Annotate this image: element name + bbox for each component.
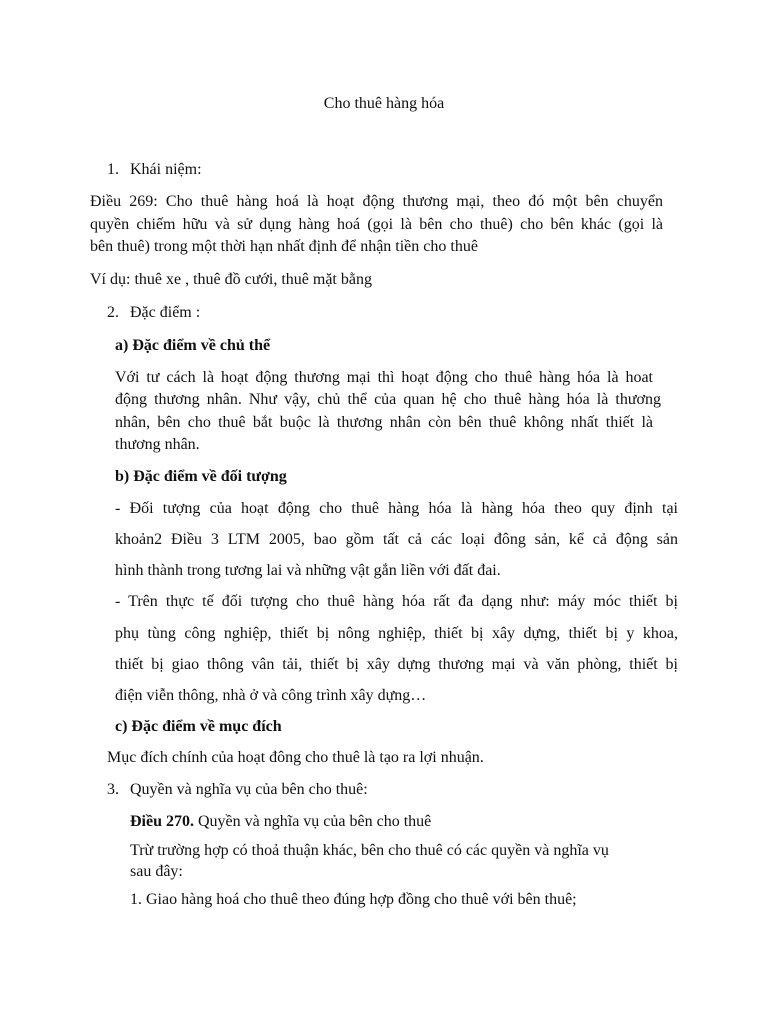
subsection-b-line: phụ tùng công nghiệp, thiết bị nông nghiệp, thiết bị xây dựng, thiết bị y khoa, xyxy=(115,625,678,642)
section-2-number: 2. xyxy=(107,304,119,321)
article-270-title: Quyền và nghĩa vụ của bên cho thuê xyxy=(194,813,432,830)
article-269-line: bên thuê) trong một thời hạn nhất định để nhận tiền cho thuê xyxy=(90,238,478,255)
subsection-c-heading: c) Đặc điểm về mục đích xyxy=(115,718,282,735)
article-269-line: quyền chiếm hữu và sử dụng hàng hoá (gọi là bên cho thuê) cho bên khác (gọi là xyxy=(90,216,663,233)
section-3-heading: Quyền và nghĩa vụ của bên cho thuê: xyxy=(130,781,368,798)
article-270-intro-line: sau đây: xyxy=(130,863,183,880)
article-270-number: Điều 270. xyxy=(130,813,194,830)
article-270-item-1: 1. Giao hàng hoá cho thuê theo đúng hợp đồng cho thuê với bên thuê; xyxy=(130,891,577,908)
document-title: Cho thuê hàng hóa xyxy=(323,95,445,112)
subsection-a-line: nhân, bên cho thuê bắt buộc là thương nhân còn bên thuê không nhất thiết là xyxy=(115,414,653,431)
subsection-b-line: hình thành trong tương lai và những vật gắn liền với đất đai. xyxy=(115,562,501,579)
subsection-b-line: thiết bị giao thông vân tải, thiết bị xây dựng thương mại và văn phòng, thiết bị xyxy=(115,656,678,673)
subsection-b-line: - Đối tượng của hoạt động cho thuê hàng hóa là hàng hóa theo quy định tại xyxy=(115,500,678,517)
section-3-number: 3. xyxy=(107,781,119,798)
article-270-heading xyxy=(130,812,431,832)
article-270-intro-line: Trừ trường hợp có thoả thuận khác, bên cho thuê có các quyền và nghĩa vụ xyxy=(130,842,609,859)
article-269-line: Điều 269: Cho thuê hàng hoá là hoạt động thương mại, theo đó một bên chuyển xyxy=(90,193,663,210)
subsection-b-line: điện viễn thông, nhà ở và công trình xây dựng… xyxy=(115,687,427,704)
subsection-c-text: Mục đích chính của hoạt đông cho thuê là tạo ra lợi nhuận. xyxy=(107,749,484,766)
subsection-a-heading: a) Đặc điểm về chủ thể xyxy=(115,337,271,354)
subsection-b-heading: b) Đặc điểm về đối tượng xyxy=(115,468,287,485)
subsection-a-line: Với tư cách là hoạt động thương mại thì hoạt động cho thuê hàng hóa là hoat xyxy=(115,369,653,386)
subsection-a-line: thương nhân. xyxy=(115,436,200,453)
section-2-heading: Đặc điểm : xyxy=(130,304,201,321)
example-text: Ví dụ: thuê xe , thuê đồ cưới, thuê mặt bằng xyxy=(90,271,372,288)
section-1-heading: Khái niệm: xyxy=(130,161,202,178)
section-1-number: 1. xyxy=(107,161,119,178)
subsection-b-line: - Trên thực tế đối tượng cho thuê hàng hóa rất đa dạng như: máy móc thiết bị xyxy=(115,593,678,610)
subsection-b-line: khoản2 Điều 3 LTM 2005, bao gồm tất cả các loại đông sản, kể cả động sản xyxy=(115,531,678,548)
subsection-a-line: động thương nhân. Như vậy, chủ thể của quan hệ cho thuê hàng hóa là thương xyxy=(115,391,661,408)
